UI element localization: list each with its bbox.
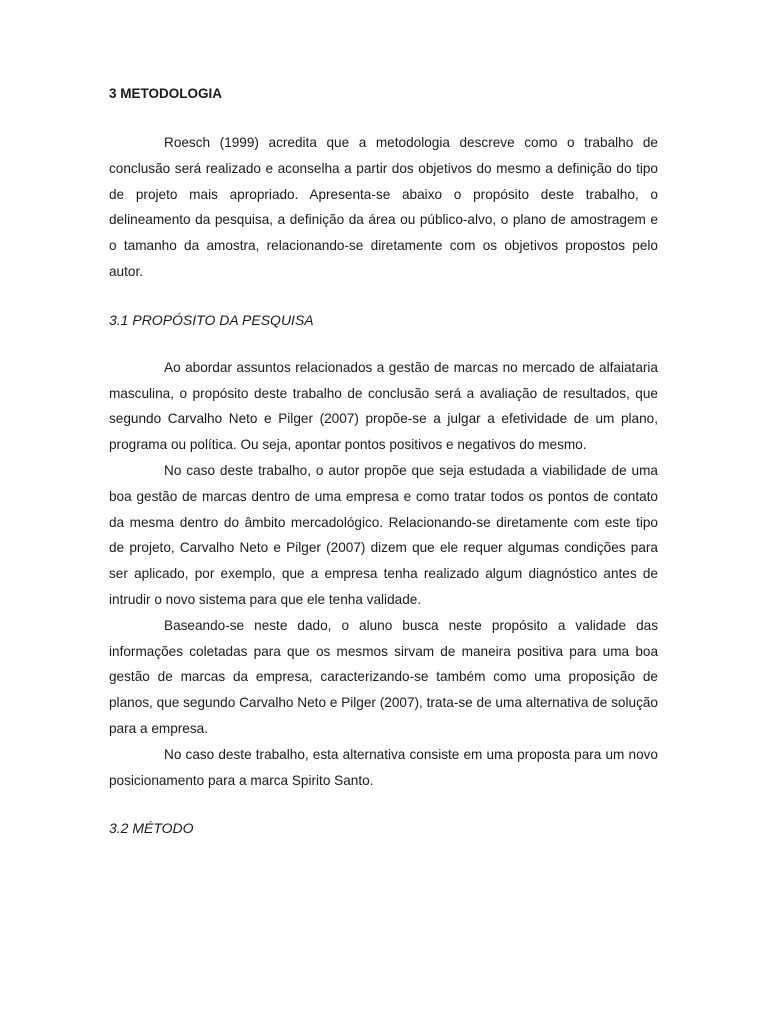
intro-paragraph: Roesch (1999) acredita que a metodologia descreve como o trabalho de conclusão será realizado e aconselha a partir dos objetivos do mesmo a definição do tipo de projeto mais apropriado. Apresenta-se abaixo o propósito deste trabalho, o delineamento da pesquisa, a definição da área ou público-alvo, o plano de amostragem e o tamanho da amostra, relacionando-se diretamente com os objetivos propostos pelo autor. bbox=[109, 135, 658, 279]
document-body bbox=[109, 84, 658, 863]
section-heading-proposito: 3.1 PROPÓSITO DA PESQUISA bbox=[109, 311, 314, 328]
chapter-heading: 3 METODOLOGIA bbox=[109, 86, 223, 101]
section-1-paragraph: No caso deste trabalho, o autor propõe que seja estudada a viabilidade de uma boa gestão de marcas dentro de uma empresa e como tratar todos os pontos de contato da mesma dentro do âmbito mercadológico. Relacionando-se diretamente com este tipo de projeto, Carvalho Neto e Pilger (2007) dizem que ele requer algumas condições para ser aplicado, por exemplo, que a empresa tenha realizado algum diagnóstico antes de intrudir o novo sistema para que ele tenha validade. bbox=[109, 462, 658, 607]
section-1-paragraph: No caso deste trabalho, esta alternativa consiste em uma proposta para um novo posicionamento para a marca Spirito Santo. bbox=[109, 746, 658, 788]
section-heading-metodo: 3.2 MÉTODO bbox=[109, 820, 194, 837]
section-1-paragraph: Baseando-se neste dado, o aluno busca neste propósito a validade das informações coletadas para que os mesmos sirvam de maneira positiva para uma boa gestão de marcas da empresa, caracterizando-se também como uma proposição de planos, que segundo Carvalho Neto e Pilger (2007), trata-se de uma alternativa de solução para a empresa. bbox=[109, 617, 658, 736]
section-1-paragraph: Ao abordar assuntos relacionados a gestão de marcas no mercado de alfaiataria masculina, o propósito deste trabalho de conclusão será a avaliação de resultados, que segundo Carvalho Neto e Pilger (2007) propõe-se a julgar a efetividade de um plano, programa ou política. Ou seja, apontar pontos positivos e negativos do mesmo. bbox=[109, 359, 658, 453]
